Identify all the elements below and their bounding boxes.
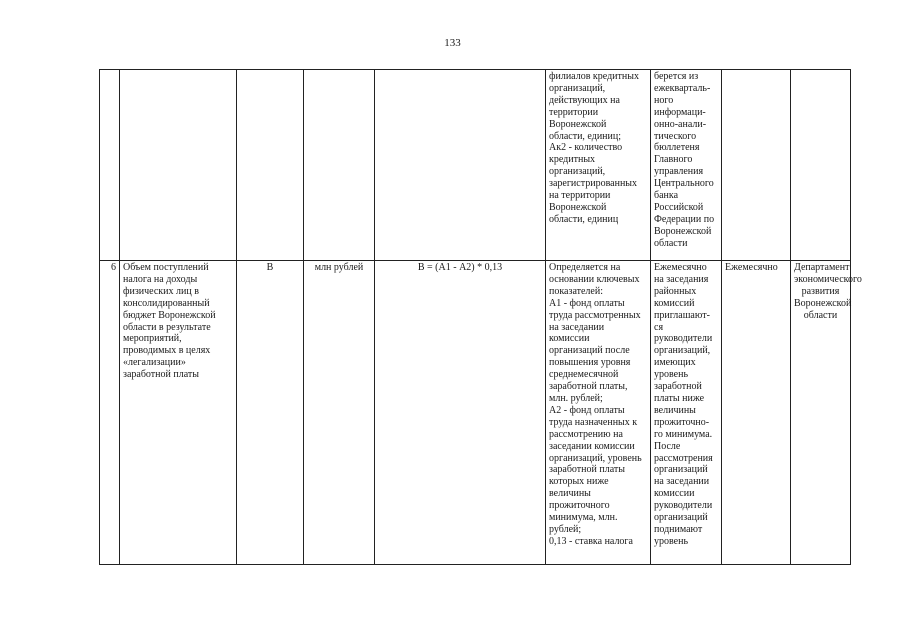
cell-formula (375, 70, 546, 261)
table-row (100, 70, 851, 261)
cell-calculation-method: Определяется на основании ключевых показателей: А1 - фонд оплаты труда рассмотренных на заседании комиссии организаций после повышения уровня среднемесячной заработной платы, млн. рублей; А2 - фонд оплаты труда назначенных к рассмотрению на заседании комиссии организаций, уровень заработной платы которых ниже величины прожиточного минимума, млн. рублей; 0,13 - ставка налога (546, 261, 651, 565)
cell-symbol: В (237, 261, 304, 565)
cell-frequency (722, 70, 791, 261)
cell-data-source: берется из ежекварталь- ного информаци- онно-анали- тического бюллетеня Главного управления Центрального банка Российской Федерации по Воронежской области (651, 70, 722, 261)
cell-unit (304, 70, 375, 261)
cell-calculation-method: филиалов кредитных организаций, действующих на территории Воронежской области, единиц; Ак2 - количество кредитных организаций, зарегистрированных на территории Воронежской области, единиц (546, 70, 651, 261)
cell-symbol (237, 70, 304, 261)
cell-number: 6 (100, 261, 120, 565)
cell-data-source: Ежемесячно на заседания районных комиссий приглашают- ся руководители организаций, имеющих уровень заработной платы ниже величины прожиточно- го минимума. После рассмотрения организаций на заседании комиссии руководители организаций поднимают уровень (651, 261, 722, 565)
cell-formula: В = (А1 - А2) * 0,13 (375, 261, 546, 565)
page-number: 133 (444, 37, 461, 49)
cell-responsible: Департамент экономического развития Воронежской области (791, 261, 851, 565)
cell-indicator-name: Объем поступлений налога на доходы физических лиц в консолидированный бюджет Воронежской области в результате мероприятий, проводимых в целях «легализации» заработной платы (120, 261, 237, 565)
table-row (100, 261, 851, 565)
cell-frequency: Ежемесячно (722, 261, 791, 565)
cell-number (100, 70, 120, 261)
cell-responsible (791, 70, 851, 261)
cell-unit: млн рублей (304, 261, 375, 565)
indicators-table (99, 69, 862, 565)
cell-indicator-name (120, 70, 237, 261)
